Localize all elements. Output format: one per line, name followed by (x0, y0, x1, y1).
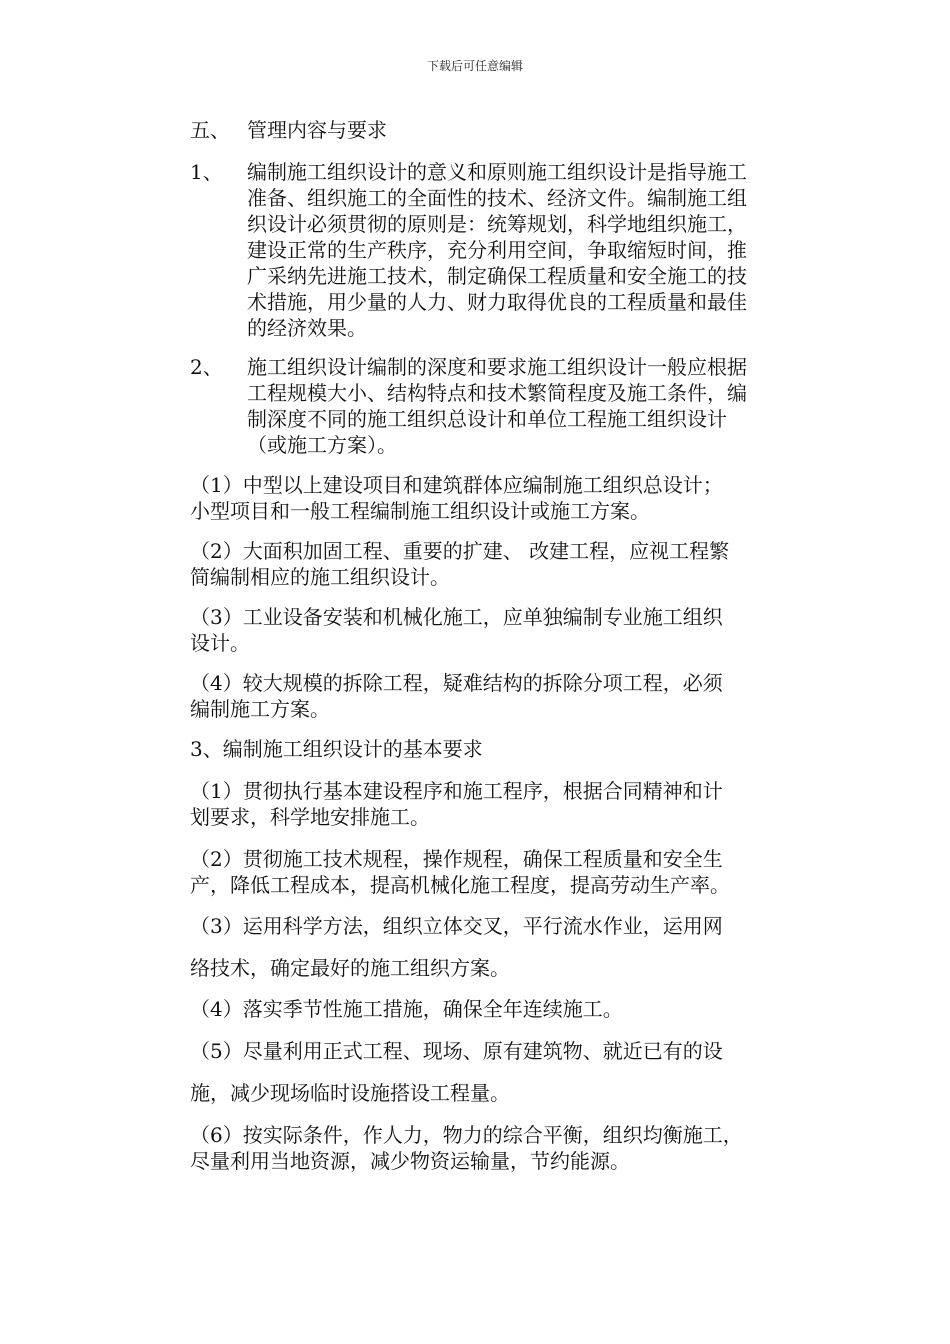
item3-sub6-line: （6）按实际条件，作人力，物力的综合平衡，组织均衡施工， (190, 1123, 743, 1147)
item1-line: 准备、组织施工的全面性的技术、经济文件。编制施工组 (247, 186, 747, 210)
item2-sub2-line: （2）大面积加固工程、重要的扩建、 改建工程，应视工程繁 (190, 539, 730, 563)
item2-sub3-line: （3）工业设备安装和机械化施工，应单独编制专业施工组织 (190, 605, 723, 629)
item3-sub3-line: （3）运用科学方法，组织立体交叉，平行流水作业，运用网 (190, 914, 723, 938)
item1-line: 的经济效果。 (247, 316, 367, 340)
item1-line: 织设计必须贯彻的原则是：统筹规划，科学地组织施工， (247, 212, 747, 236)
item2-line: 施工组织设计编制的深度和要求施工组织设计一般应根据 (247, 355, 747, 379)
item2-line: （或施工方案）。 (247, 433, 397, 457)
section-number: 五、 (190, 118, 230, 142)
item3-sub2-line: （2）贯彻施工技术规程，操作规程，确保工程质量和安全生 (190, 847, 723, 871)
item1-number: 1、 (190, 160, 223, 184)
item2-number: 2、 (190, 355, 223, 379)
item3-heading: 3、编制施工组织设计的基本要求 (190, 737, 483, 761)
item1-line: 建设正常的生产秩序，充分利用空间，争取缩短时间，推 (247, 238, 747, 262)
item2-line: 制深度不同的施工组织总设计和单位工程施工组织设计 (247, 407, 727, 431)
item3-sub6-line: 尽量利用当地资源，减少物资运输量，节约能源。 (190, 1149, 630, 1173)
item2-sub4-line: 编制施工方案。 (190, 697, 330, 721)
item3-sub1-line: （1）贯彻执行基本建设程序和施工程序，根据合同精神和计 (190, 779, 723, 803)
item2-sub2-line: 简编制相应的施工组织设计。 (190, 565, 450, 589)
item3-sub4-line: （4）落实季节性施工措施，确保全年连续施工。 (190, 997, 623, 1021)
item1-line: 编制施工组织设计的意义和原则施工组织设计是指导施工 (247, 160, 747, 184)
item1-line: 术措施，用少量的人力、财力取得优良的工程质量和最佳 (247, 290, 747, 314)
item2-line: 工程规模大小、结构特点和技术繁简程度及施工条件，编 (247, 381, 747, 405)
item3-sub5-line: 施，减少现场临时设施搭设工程量。 (190, 1081, 510, 1105)
header-note: 下载后可任意编辑 (426, 59, 523, 73)
item3-sub5-line: （5）尽量利用正式工程、现场、原有建筑物、就近已有的设 (190, 1039, 723, 1063)
item2-sub3-line: 设计。 (190, 631, 250, 655)
item2-sub1-line: （1）中型以上建设项目和建筑群体应编制施工组织总设计； (190, 473, 723, 497)
item2-sub1-line: 小型项目和一般工程编制施工组织设计或施工方案。 (190, 499, 650, 523)
item3-sub3-line: 络技术，确定最好的施工组织方案。 (190, 956, 510, 980)
item3-sub2-line: 产，降低工程成本，提高机械化施工程度，提高劳动生产率。 (190, 873, 730, 897)
item2-sub4-line: （4）较大规模的拆除工程，疑难结构的拆除分项工程，必须 (190, 671, 723, 695)
section-title: 管理内容与要求 (247, 118, 387, 142)
item1-line: 广采纳先进施工技术，制定确保工程质量和安全施工的技 (247, 264, 747, 288)
item3-sub1-line: 划要求，科学地安排施工。 (190, 805, 430, 829)
